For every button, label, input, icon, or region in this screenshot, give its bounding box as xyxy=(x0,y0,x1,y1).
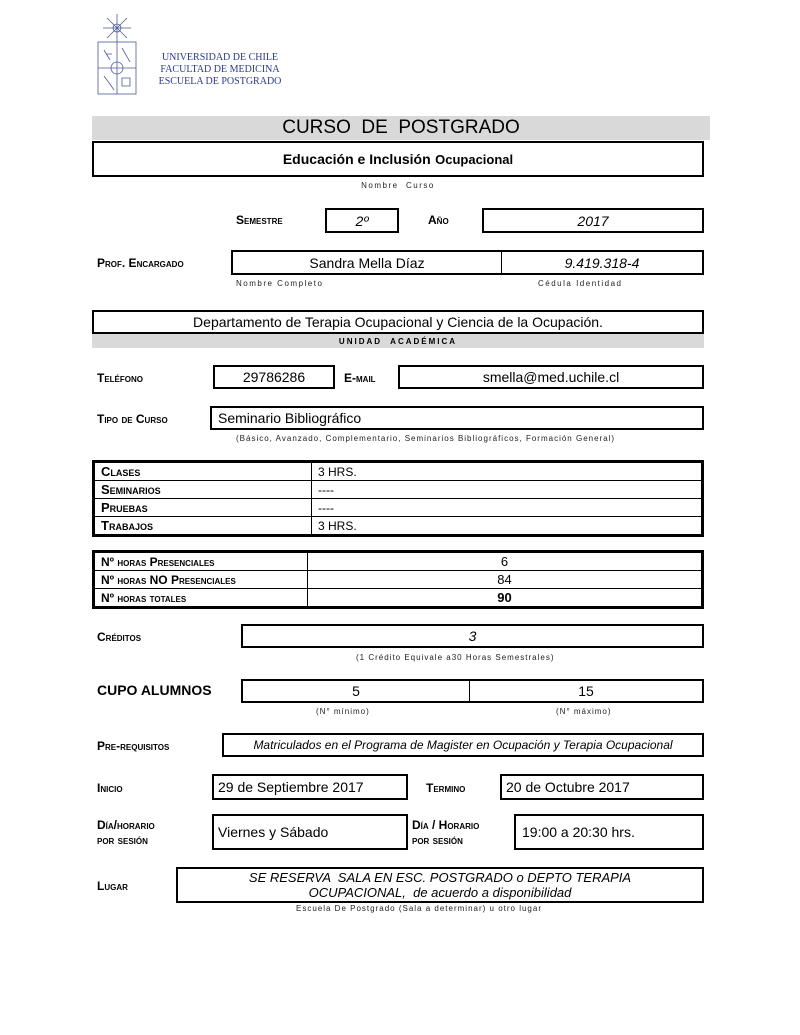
institution-line: UNIVERSIDAD DE CHILE xyxy=(161,52,279,63)
capacity-min-caption: (N° mínimo) xyxy=(316,707,370,716)
credits-caption: (1 Crédito Equivale a30 Horas Semestrales) xyxy=(356,653,555,662)
hours-label: Nº horas NO Presenciales xyxy=(95,571,308,589)
year-label: Año xyxy=(428,213,449,227)
credits-label: Créditos xyxy=(97,630,142,644)
institution-line: FACULTAD DE MEDICINA xyxy=(160,64,280,75)
activity-label: Seminarios xyxy=(95,481,312,499)
professor-name-caption: Nombre Completo xyxy=(236,279,324,288)
year-field[interactable]: 2017 xyxy=(482,208,704,233)
activity-value[interactable]: ---- xyxy=(312,481,702,499)
place-caption: Escuela De Postgrado (Sala a determinar) u otro lugar xyxy=(296,904,542,913)
activities-table xyxy=(92,460,704,537)
day-label-line: Día/horario xyxy=(97,818,155,832)
place-field[interactable] xyxy=(176,867,704,903)
hours-value[interactable]: 84 xyxy=(308,571,702,589)
table-row xyxy=(95,571,702,589)
university-crest-icon xyxy=(96,14,138,96)
start-date-field[interactable]: 29 de Septiembre 2017 xyxy=(212,774,408,800)
capacity-min-field[interactable]: 5 xyxy=(243,681,470,701)
end-date-field[interactable]: 20 de Octubre 2017 xyxy=(500,774,704,800)
time-label xyxy=(412,818,479,848)
phone-field[interactable]: 29786286 xyxy=(213,365,335,389)
institution-name xyxy=(150,52,290,88)
hours-label: Nº horas totales xyxy=(95,589,308,607)
course-name-bold: Educación e Inclusión xyxy=(282,151,431,167)
page-title: CURSO DE POSTGRADO xyxy=(282,117,520,138)
course-type-field[interactable]: Seminario Bibliográfico xyxy=(210,406,704,430)
day-field[interactable]: Viernes y Sábado xyxy=(212,814,408,850)
credits-field[interactable]: 3 xyxy=(241,624,704,648)
professor-label: Prof. Encargado xyxy=(97,256,184,270)
activity-label: Trabajos xyxy=(95,517,312,535)
email-label: E-mail xyxy=(344,371,376,385)
time-label-line: Día / Horario xyxy=(412,818,480,832)
email-field[interactable]: smella@med.uchile.cl xyxy=(398,365,704,389)
table-row xyxy=(95,499,702,517)
hours-value[interactable]: 6 xyxy=(308,553,702,571)
place-label: Lugar xyxy=(97,879,128,893)
professor-id-field[interactable]: 9.419.318-4 xyxy=(564,254,640,271)
professor-id-caption: Cédula Identidad xyxy=(538,279,623,288)
semester-field[interactable]: 2º xyxy=(325,208,399,233)
course-name-regular: Ocupacional xyxy=(435,151,514,167)
table-row xyxy=(95,481,702,499)
day-label-line: por sesión xyxy=(97,833,148,847)
end-date-label: Termino xyxy=(426,781,466,795)
table-row xyxy=(95,553,702,571)
institution-line: ESCUELA DE POSTGRADO xyxy=(158,76,282,87)
academic-unit-field[interactable]: Departamento de Terapia Ocupacional y Ciencia de la Ocupación. xyxy=(92,310,704,334)
table-row xyxy=(95,463,702,481)
time-label-line: por sesión xyxy=(412,833,463,847)
time-field[interactable]: 19:00 a 20:30 hrs. xyxy=(514,814,704,850)
page-title-bar xyxy=(92,116,710,140)
capacity-max-field[interactable]: 15 xyxy=(578,683,594,699)
activity-value[interactable]: 3 HRS. xyxy=(312,463,702,481)
academic-unit-caption-bar xyxy=(92,334,704,348)
phone-label: Teléfono xyxy=(97,371,143,385)
academic-unit-caption: UNIDAD ACADÉMICA xyxy=(338,336,458,346)
course-name-caption: Nombre Curso xyxy=(361,181,435,190)
capacity-field-group xyxy=(241,679,704,703)
activity-label: Pruebas xyxy=(95,499,312,517)
activity-value[interactable]: ---- xyxy=(312,499,702,517)
hours-total-value[interactable]: 90 xyxy=(308,589,702,607)
place-line: OCUPACIONAL, de acuerdo a disponibilidad xyxy=(308,885,572,900)
hours-table xyxy=(92,550,704,609)
course-type-label: Tipo de Curso xyxy=(97,412,168,426)
professor-name-field[interactable]: Sandra Mella Díaz xyxy=(233,252,502,273)
capacity-max-caption: (N° máximo) xyxy=(556,707,612,716)
course-name-field[interactable] xyxy=(92,141,704,177)
course-type-caption: (Básico, Avanzado, Complementario, Seminarios Bibliográficos, Formación General) xyxy=(236,434,616,443)
professor-field-group xyxy=(231,250,704,275)
start-date-label: Inicio xyxy=(97,781,123,795)
table-row xyxy=(95,589,702,607)
activity-value[interactable]: 3 HRS. xyxy=(312,517,702,535)
day-label xyxy=(97,818,155,848)
university-logo xyxy=(96,14,138,96)
table-row xyxy=(95,517,702,535)
prerequisites-field[interactable]: Matriculados en el Programa de Magister en Ocupación y Terapia Ocupacional xyxy=(222,733,704,757)
activity-label: Clases xyxy=(95,463,312,481)
hours-label: Nº horas Presenciales xyxy=(95,553,308,571)
capacity-label: CUPO ALUMNOS xyxy=(97,682,212,698)
semester-label: Semestre xyxy=(236,213,283,227)
place-line: SE RESERVA SALA EN ESC. POSTGRADO o DEPTO TERAPIA xyxy=(248,870,632,885)
prerequisites-label: Pre-requisitos xyxy=(97,739,170,753)
